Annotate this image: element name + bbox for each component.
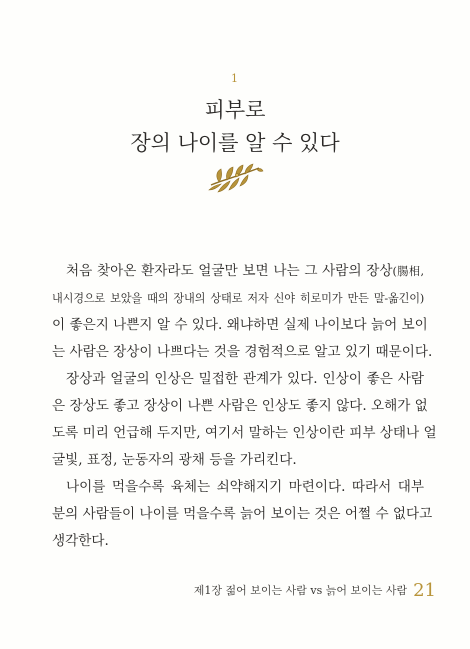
- chapter-title-line-2: 장의 나이를 알 수 있다: [130, 131, 340, 155]
- paragraph-1-line-1: [52, 258, 424, 285]
- chapter-title-line-1: 피부로: [204, 98, 266, 122]
- paragraph-3-line-3: 생각한다.: [52, 533, 109, 549]
- text-run: 처음 찾아온 환자라도 얼굴만 보면 나는 그 사람의 장상: [66, 263, 393, 279]
- paragraph-3-line-1: 나이를 먹을수록 육체는 쇠약해지기 마련이다. 따라서 대부: [66, 479, 424, 495]
- page-footer: [194, 580, 436, 601]
- paragraph-2-line-1: 장상과 얼굴의 인상은 밀접한 관계가 있다. 인상이 좋은 사람: [66, 371, 424, 387]
- paragraph-1-line-4: 는 사람은 장상이 나쁘다는 것을 경험적으로 알고 있기 때문이다.: [52, 344, 433, 360]
- paragraph-2-line-4: 굴빛, 표정, 눈동자의 광채 등을 가리킨다.: [52, 452, 297, 468]
- paragraph-1: [52, 258, 433, 366]
- chapter-title: [0, 94, 470, 160]
- running-head: 제1장 젊어 보이는 사람 vs 늙어 보이는 사람: [193, 584, 408, 597]
- paragraph-3-line-2: 분의 사람들이 나이를 먹을수록 늙어 보이는 것은 어쩔 수 없다고: [52, 506, 433, 522]
- paragraph-2-line-3: 도록 미리 언급해 두지만, 여기서 말하는 인상이란 피부 상태나 얼: [52, 425, 437, 441]
- inline-annotation: (腸相,: [392, 265, 424, 278]
- paragraph-2-line-2: 은 장상도 좋고 장상이 나쁜 사람은 인상도 좋지 않다. 오해가 없: [52, 398, 428, 414]
- paragraph-2: [52, 366, 437, 474]
- laurel-sprig-icon: [205, 160, 265, 194]
- paragraph-1-line-2: 내시경으로 보았을 때의 장내의 상태로 저자 신야 히로미가 만든 말-옮긴이): [52, 292, 424, 305]
- paragraph-3: [52, 474, 433, 555]
- body-text: [52, 258, 437, 555]
- chapter-number: 1: [231, 72, 239, 85]
- page-number: 21: [413, 580, 436, 601]
- paragraph-1-line-3: 이 좋은지 나쁜지 알 수 있다. 왜냐하면 실제 나이보다 늙어 보이: [52, 317, 428, 333]
